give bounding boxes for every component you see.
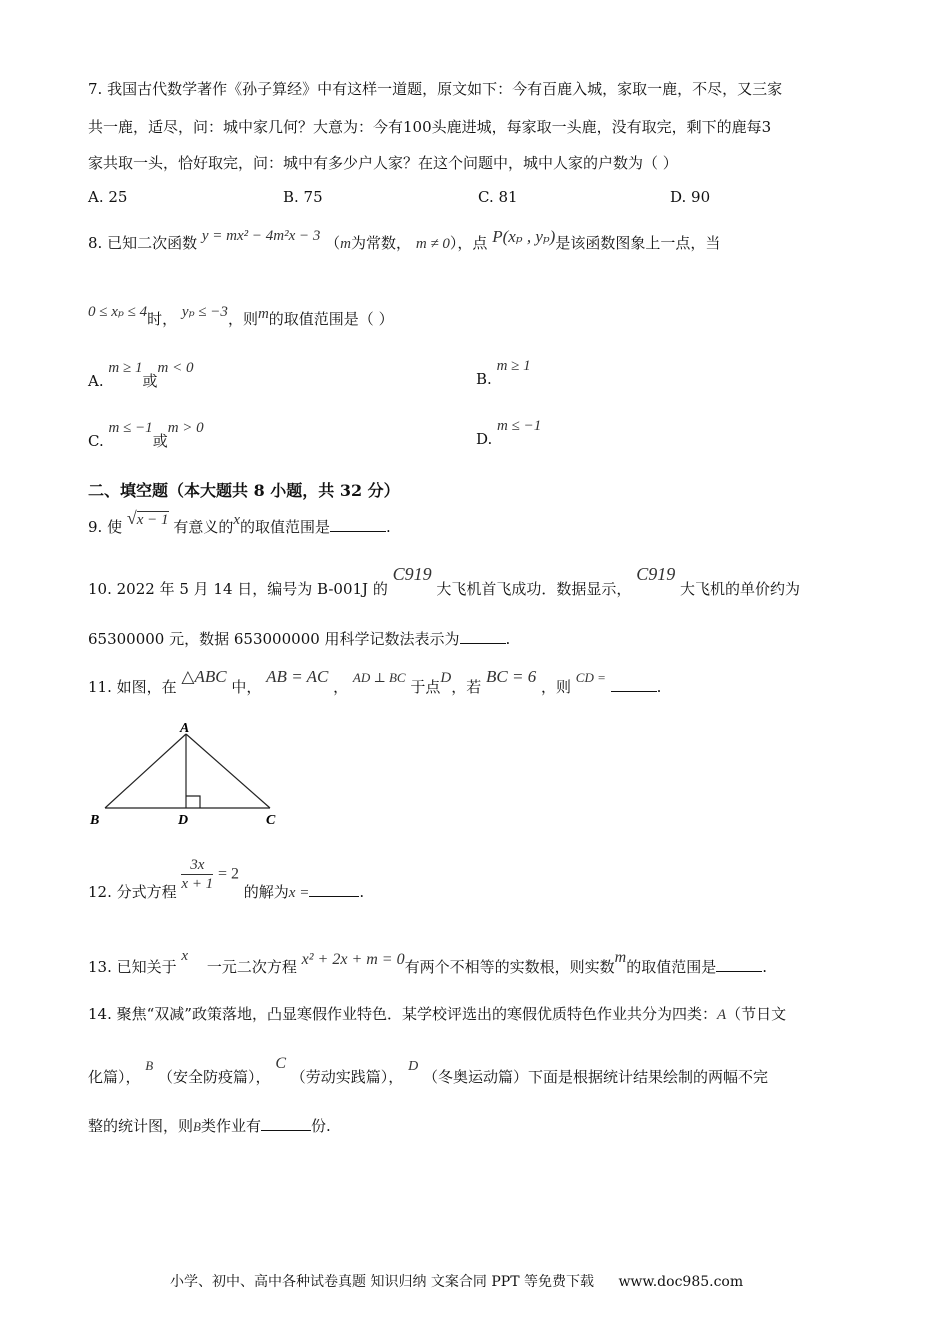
q14-blank <box>261 1116 311 1131</box>
q14-text-c: （劳动实践篇）， <box>290 1068 404 1086</box>
q8-text-when: 是该函数图象上一点，当 <box>555 234 721 252</box>
footer-text: 小学、初中、高中各种试卷真题 知识归纳 文案合同 PPT 等免费下载 <box>170 1274 594 1290</box>
q9-end: . <box>386 518 391 536</box>
q9-blank <box>330 517 386 532</box>
q8-stem <box>88 227 721 253</box>
q7-option-a: A. 25 <box>88 188 128 206</box>
q8-option-d-label: D. <box>476 430 493 448</box>
q8-option-b-label: B. <box>476 370 492 388</box>
q8-range-y: yₚ ≤ −3 <box>181 304 228 320</box>
q7-line3: 家共取一头，恰好取完，问：城中有多少户人家？在这个问题中，城中人家的户数为（ ） <box>88 154 678 172</box>
q8-text-shi: 时， <box>147 310 178 328</box>
q13-text: 一元二次方程 <box>206 958 297 976</box>
q11-bc: BC = 6 <box>486 667 537 686</box>
q7-option-b: B. 75 <box>283 188 323 206</box>
q8-m: m <box>340 236 352 252</box>
q7-line1: 7. 我国古代数学著作《孙子算经》中有这样一道题，原文如下：今有百鹿入城，家取一鹿，不尽，又三家 <box>88 80 783 98</box>
q8-text-range: 的取值范围是（ ） <box>268 310 394 328</box>
q11-blank <box>611 677 657 692</box>
q13-text-range: 的取值范围是 <box>626 958 717 976</box>
q12-denominator: x + 1 <box>181 876 214 892</box>
label-c: C <box>266 813 276 828</box>
q12-fraction <box>181 856 213 893</box>
q14-text-then: 整的统计图，则 <box>88 1117 194 1135</box>
q10-line1 <box>88 564 801 599</box>
footer-url[interactable]: www.doc985.com <box>618 1274 744 1290</box>
q8-text: 为常数， <box>351 234 412 252</box>
q14-text-end: 份. <box>310 1117 331 1135</box>
q10-prefix: 10. 2022 年 5 月 14 日，编号为 B-001J 的 <box>88 580 388 598</box>
triangle-figure <box>88 720 288 832</box>
q8-option-b <box>476 356 531 388</box>
q14-text-d: （冬奥运动篇）下面是根据统计结果绘制的两幅不完 <box>422 1068 768 1086</box>
side-ab <box>105 734 186 808</box>
q8-point: P(xₚ , yₚ) <box>492 227 556 246</box>
q10-text: 大飞机首飞成功．数据显示， <box>436 580 632 598</box>
q12-end: . <box>359 882 365 901</box>
q10-c919-b: C919 <box>636 564 676 584</box>
q14-text: 14. 聚焦“双减”政策落地，凸显寒假作业特色．某学校评选出的寒假优质特色作业共分为四类： <box>88 1005 717 1023</box>
q10-text-price: 大飞机的单价约为 <box>680 580 801 598</box>
q13 <box>88 948 767 977</box>
q8-condition: m ≠ 0 <box>415 236 450 252</box>
q10-line2 <box>88 628 510 649</box>
q13-m: m <box>614 949 627 966</box>
label-d: D <box>178 813 189 828</box>
q13-x: x <box>181 948 189 964</box>
q11-triangle: △ABC <box>181 667 227 686</box>
q10-c919-a: C919 <box>392 564 432 584</box>
q14-b2: B <box>193 1119 201 1134</box>
q9-prefix: 9. 使 <box>88 518 123 536</box>
q11-comma: ， <box>333 678 349 696</box>
right-angle-mark <box>186 796 200 808</box>
q8-option-c-or: 或 <box>152 432 168 450</box>
q10-end: . <box>505 630 511 648</box>
q8-option-a-or: 或 <box>142 372 158 390</box>
q14-line2 <box>88 1055 768 1087</box>
q14-text-b-intro: 化篇）， <box>88 1068 141 1086</box>
q14-text-b: （安全防疫篇）， <box>158 1068 271 1086</box>
q11-text-then: ，则 <box>541 678 572 696</box>
q8-option-a-m2: m < 0 <box>157 360 194 376</box>
q13-prefix: 13. 已知关于 <box>88 958 177 976</box>
q8-option-d-m: m ≤ −1 <box>497 418 542 434</box>
q11-text-point: 于点 <box>410 678 441 696</box>
q8-function: y = mx² − 4m²x − 3 <box>201 228 321 244</box>
q11-text-if: ，若 <box>451 678 482 696</box>
q7-line2: 共一鹿，适尽，问：城中家几何？大意为：今有100头鹿进城，每家取一头鹿，没有取完，剩下的鹿每3 <box>88 118 772 136</box>
q8-m2: m <box>257 306 269 322</box>
q9-x: x <box>233 512 241 528</box>
section-heading: 二、填空题（本大题共 8 小题，共 32 分） <box>88 481 400 500</box>
q8-option-a-label: A. <box>88 372 104 390</box>
q8-option-d <box>476 416 542 448</box>
q11-equal-sides: AB = AC <box>266 667 329 686</box>
q8-option-c-m2: m > 0 <box>167 420 204 436</box>
q9-text-range: 的取值范围是 <box>240 518 331 536</box>
q11-text: 中， <box>231 678 262 696</box>
q12-prefix: 12. 分式方程 <box>88 882 177 901</box>
q13-text-roots: 有两个不相等的实数根，则实数 <box>404 958 615 976</box>
q14-text-a: （节日文 <box>726 1005 787 1023</box>
q8-option-c-m1: m ≤ −1 <box>108 420 153 436</box>
q11-d: D <box>440 670 452 686</box>
q12 <box>88 856 365 901</box>
q8-option-c <box>88 416 204 450</box>
q14-a: A <box>716 1007 727 1023</box>
q8-option-c-label: C. <box>88 432 104 450</box>
q14-line1 <box>88 1003 786 1024</box>
q7-option-c: C. 81 <box>478 188 518 206</box>
q12-equals: = 2 <box>217 865 239 883</box>
q7-option-d: D. 90 <box>670 188 711 206</box>
q8-option-a <box>88 356 194 390</box>
q8-option-b-m: m ≥ 1 <box>496 358 531 374</box>
q9 <box>88 508 391 537</box>
label-a: A <box>180 721 190 736</box>
q9-text: 有意义的 <box>173 518 234 536</box>
q11-cd: CD = <box>575 670 606 685</box>
q8-stem-line2 <box>88 304 394 329</box>
q14-c: C <box>275 1055 286 1072</box>
q14-d: D <box>408 1059 419 1074</box>
q11-end: . <box>656 678 662 696</box>
q12-x: x = <box>288 884 310 901</box>
q14-b: B <box>145 1058 154 1073</box>
q9-radicand: x − 1 <box>136 512 169 528</box>
q13-blank <box>716 957 762 972</box>
q14-line3 <box>88 1115 331 1136</box>
q11-perpendicular: AD ⊥ BC <box>352 670 406 685</box>
q11 <box>88 667 662 697</box>
q13-equation: x² + 2x + m = 0 <box>301 951 405 968</box>
q8-text-ze: ，则 <box>227 310 258 328</box>
label-b: B <box>90 813 100 828</box>
radical-icon: √ <box>126 508 137 528</box>
side-ac <box>186 734 270 808</box>
q8-range-x: 0 ≤ xₚ ≤ 4 <box>88 304 148 320</box>
q12-numerator: 3x <box>181 856 213 875</box>
q8-prefix: 8. 已知二次函数 <box>88 234 198 252</box>
q10-blank <box>460 629 506 644</box>
q11-prefix: 11. 如图，在 <box>88 678 177 696</box>
q9-sqrt <box>126 508 169 528</box>
q14-text-count: 类作业有 <box>200 1117 261 1135</box>
q13-end: . <box>762 958 767 976</box>
q8-paren-open: （ <box>325 234 341 252</box>
q12-text: 的解为 <box>243 882 289 901</box>
q8-option-a-m1: m ≥ 1 <box>108 360 143 376</box>
q8-text-point: ），点 <box>449 234 488 252</box>
q12-blank <box>309 882 359 897</box>
footer <box>170 1271 743 1291</box>
q10-line2-text: 65300000 元，数据 653000000 用科学记数法表示为 <box>88 630 460 648</box>
